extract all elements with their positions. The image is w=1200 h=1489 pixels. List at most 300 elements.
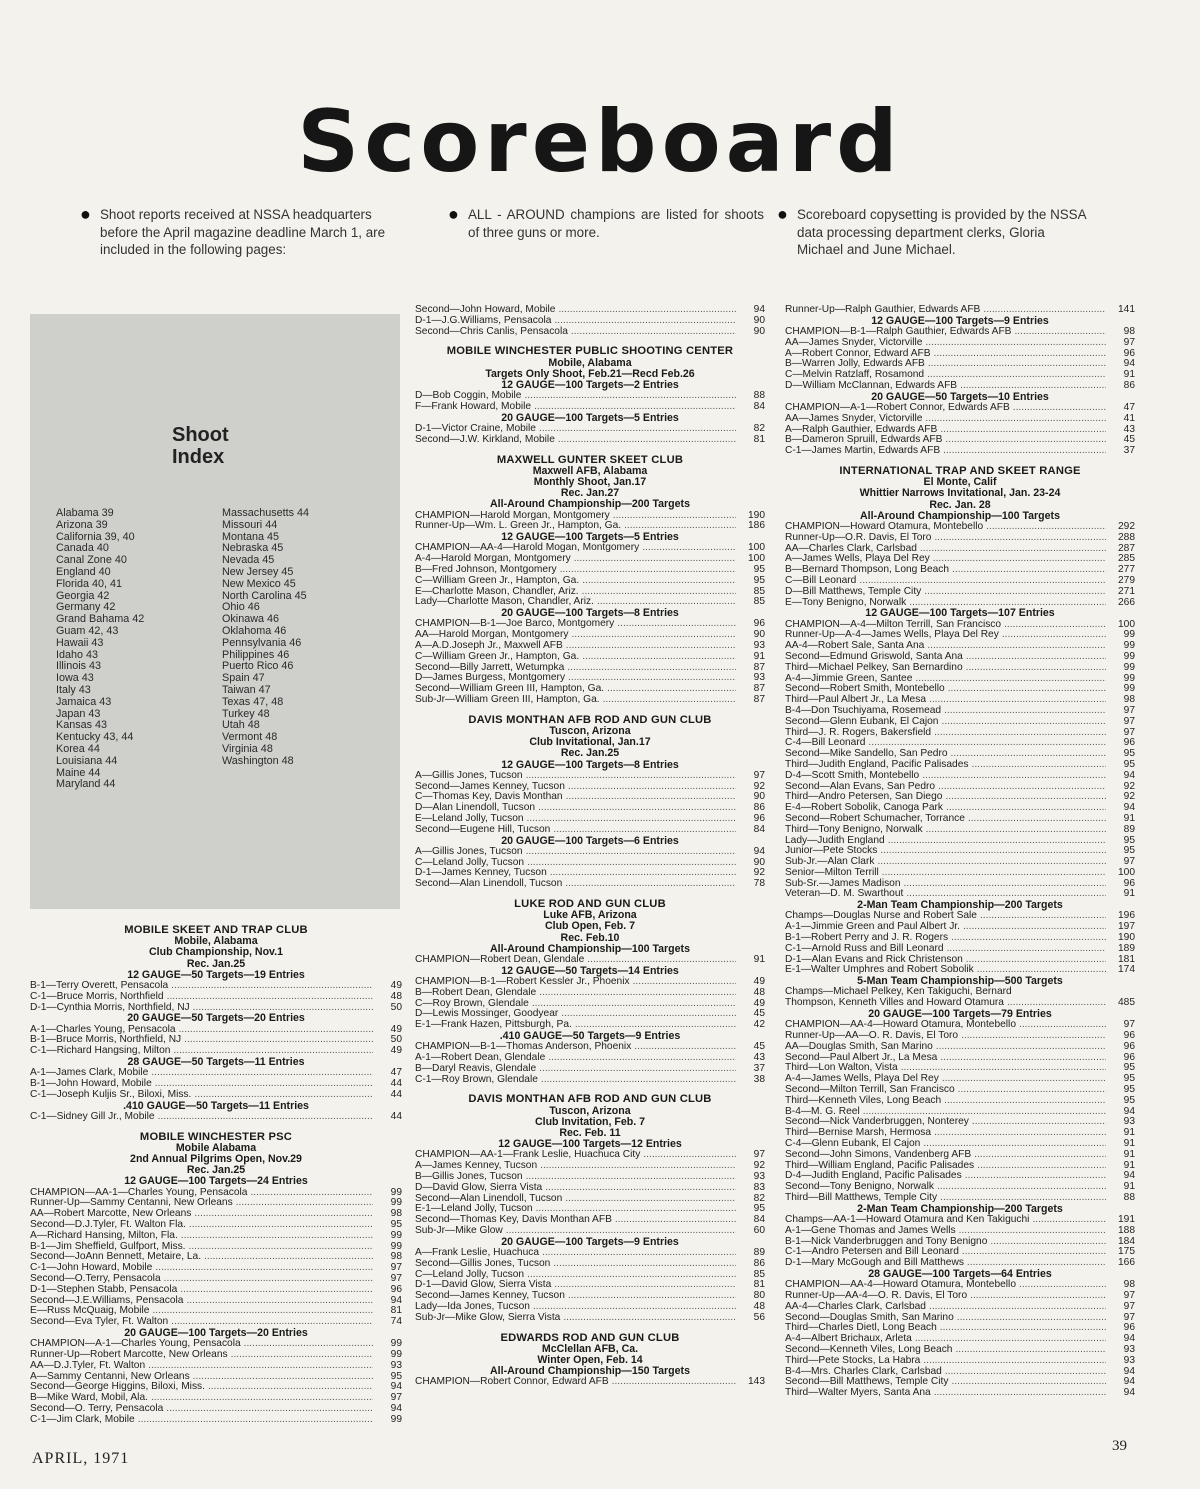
leader-dots bbox=[561, 1009, 736, 1020]
shooter-name: B—Bernard Thompson, Long Beach bbox=[785, 564, 950, 576]
event-header: 20 GAUGE—100 Targets—9 Entries bbox=[501, 1235, 679, 1248]
shooter-name: Third—Andro Petersen, San Diego bbox=[785, 791, 943, 803]
leader-dots bbox=[568, 782, 736, 793]
shooter-name: Champs—Douglas Nurse and Robert Sale bbox=[785, 910, 977, 922]
leader-dots bbox=[643, 1150, 736, 1161]
club-name: MOBILE WINCHESTER PSC bbox=[139, 1130, 293, 1143]
shooter-name: A-1—Gene Thomas and James Wells bbox=[785, 1224, 956, 1236]
score: 48 bbox=[753, 1300, 765, 1312]
score: 94 bbox=[1123, 1170, 1135, 1182]
result-row bbox=[785, 587, 1135, 598]
results-column-3 bbox=[785, 305, 1135, 1408]
result-row bbox=[415, 825, 765, 836]
result-row bbox=[785, 717, 1135, 728]
score: 49 bbox=[390, 1023, 402, 1035]
score: 99 bbox=[390, 1240, 402, 1252]
leader-dots bbox=[204, 1252, 373, 1263]
leader-dots bbox=[920, 544, 1106, 555]
shooter-name: E-1—Leland Jolly, Tucson bbox=[415, 1203, 533, 1215]
shooter-name: Third—Bernise Marsh, Hermosa bbox=[785, 1127, 932, 1139]
leader-dots bbox=[925, 414, 1106, 425]
leader-dots bbox=[966, 663, 1106, 674]
leader-dots bbox=[929, 695, 1106, 706]
bullet-icon: ● bbox=[80, 204, 91, 224]
result-row bbox=[415, 1377, 765, 1388]
leader-dots bbox=[164, 1274, 373, 1285]
results-section bbox=[415, 305, 765, 337]
result-row bbox=[30, 1112, 402, 1123]
score: 97 bbox=[1123, 715, 1135, 727]
shooter-name: CHAMPION—B-1—Joe Barco, Montgomery bbox=[415, 618, 615, 630]
score: 91 bbox=[753, 953, 765, 965]
shooter-name: Third—Michael Pelkey, San Bernardino bbox=[785, 661, 963, 673]
shooter-name: Second—Nick Vanderbruggen, Nonterey bbox=[785, 1116, 969, 1128]
leader-dots bbox=[186, 1296, 373, 1307]
score: 89 bbox=[753, 1246, 765, 1258]
results-section bbox=[415, 346, 765, 445]
index-entry: Spain 47 bbox=[222, 672, 265, 685]
leader-dots bbox=[633, 977, 736, 988]
score: 92 bbox=[1123, 791, 1135, 803]
results-section bbox=[785, 466, 1135, 1399]
shooter-name: B—Robert Dean, Glendale bbox=[415, 986, 537, 998]
shooter-name: B—Warren Jolly, Edwards AFB bbox=[785, 358, 925, 370]
leader-dots bbox=[539, 1064, 736, 1075]
event-header: 20 GAUGE—100 Targets—8 Entries bbox=[501, 607, 679, 620]
leader-dots bbox=[231, 1350, 373, 1361]
leader-dots bbox=[194, 1090, 373, 1101]
score: 189 bbox=[1118, 942, 1135, 954]
section-header: McClellan AFB, Ca. bbox=[541, 1342, 639, 1355]
shooter-name: Second—Bill Matthews, Temple City bbox=[785, 1376, 949, 1388]
score: 37 bbox=[1123, 445, 1135, 457]
score: 96 bbox=[1123, 877, 1135, 889]
score: 98 bbox=[390, 1208, 402, 1220]
leader-dots bbox=[560, 565, 736, 576]
score: 90 bbox=[753, 629, 765, 641]
leader-dots bbox=[948, 684, 1106, 695]
shooter-name: Second—JoAnn Bennett, Metaire, La. bbox=[30, 1251, 202, 1263]
leader-dots bbox=[1019, 1020, 1106, 1031]
shooter-name: Third—J. R. Rogers, Bakersfield bbox=[785, 726, 932, 738]
shooter-name: Second—Eugene Hill, Tucson bbox=[415, 823, 551, 835]
shooter-name: Third—Lon Walton, Vista bbox=[785, 1062, 898, 1074]
score: 95 bbox=[753, 564, 765, 575]
leader-dots bbox=[904, 879, 1106, 890]
index-entry: Missouri 44 bbox=[222, 518, 278, 531]
score: 91 bbox=[1123, 888, 1135, 900]
section-header: Rec. Jan. 28 bbox=[929, 498, 991, 511]
result-row bbox=[30, 1285, 402, 1296]
leader-dots bbox=[1014, 327, 1106, 338]
leader-dots bbox=[574, 554, 736, 565]
score: 143 bbox=[748, 1376, 765, 1388]
shooter-name: D-4—Judith England, Pacific Palisades bbox=[785, 1170, 962, 1182]
leader-dots bbox=[524, 391, 736, 402]
score: 92 bbox=[753, 780, 765, 792]
index-entry: California 39, 40 bbox=[56, 530, 135, 543]
shooter-name: Second—J.W. Kirkland, Mobile bbox=[415, 433, 555, 445]
shooter-name: Champs—Michael Pelkey, Ken Takiguchi, Bernard bbox=[785, 986, 1012, 998]
score: 196 bbox=[1118, 910, 1135, 922]
result-row bbox=[785, 446, 1135, 457]
section-header: 12 GAUGE—100 Targets—24 Entries bbox=[124, 1175, 308, 1188]
score: 95 bbox=[1123, 1073, 1135, 1085]
shooter-name: A-4—James Wells, Playa Del Rey bbox=[785, 1073, 939, 1085]
club-name: LUKE ROD AND GUN CLUB bbox=[514, 897, 666, 910]
score: 78 bbox=[753, 878, 765, 890]
score: 86 bbox=[753, 802, 765, 814]
score: 271 bbox=[1118, 585, 1135, 597]
shooter-name: E—Russ McQuaig, Mobile bbox=[30, 1305, 150, 1317]
shooter-name: D—Lewis Mossinger, Goodyear bbox=[415, 1008, 559, 1020]
shooter-name: A-1—Robert Dean, Glendale bbox=[415, 1051, 546, 1063]
leader-dots bbox=[582, 652, 736, 663]
index-entry: Utah 48 bbox=[222, 719, 260, 732]
leader-dots bbox=[526, 1172, 736, 1183]
result-row bbox=[415, 879, 765, 890]
results-section bbox=[415, 715, 765, 890]
shooter-name: C-1—Bruce Morris, Northfield bbox=[30, 990, 164, 1002]
score: 82 bbox=[753, 423, 765, 434]
event-header: 20 GAUGE—100 Targets—6 Entries bbox=[501, 834, 679, 847]
leader-dots bbox=[184, 1035, 373, 1046]
event-header: 20 GAUGE—100 Targets—79 Entries bbox=[868, 1008, 1052, 1021]
score: 97 bbox=[1123, 704, 1135, 716]
leader-dots bbox=[541, 1075, 736, 1086]
score: 87 bbox=[753, 661, 765, 673]
score: 279 bbox=[1118, 574, 1135, 586]
section-header: All-Around Championship—100 Targets bbox=[490, 942, 690, 955]
shooter-name: Second—James Kenney, Tucson bbox=[415, 780, 565, 792]
result-row bbox=[30, 1415, 402, 1426]
score: 184 bbox=[1118, 1235, 1135, 1247]
leader-dots bbox=[565, 1194, 736, 1205]
leader-dots bbox=[958, 1085, 1106, 1096]
result-row bbox=[785, 1226, 1135, 1237]
shooter-name: Lady—Ida Jones, Tucson bbox=[415, 1300, 530, 1312]
leader-dots bbox=[527, 814, 736, 825]
score: 190 bbox=[1118, 932, 1135, 944]
leader-dots bbox=[940, 1323, 1106, 1334]
shoot-index-list-right bbox=[222, 508, 309, 768]
score: 92 bbox=[1123, 780, 1135, 792]
section-header: Rec. Jan.25 bbox=[186, 1164, 246, 1177]
club-name: EDWARDS ROD AND GUN CLUB bbox=[500, 1331, 680, 1344]
shooter-name: Second—William Green III, Hampton, Ga. bbox=[415, 683, 605, 695]
shooter-name: C—Leland Jolly, Tucson bbox=[415, 856, 525, 868]
score: 86 bbox=[1123, 379, 1135, 391]
leader-dots bbox=[250, 1188, 373, 1199]
leader-dots bbox=[972, 1117, 1106, 1128]
score: 97 bbox=[1123, 1290, 1135, 1301]
leader-dots bbox=[934, 349, 1106, 360]
leader-dots bbox=[189, 1242, 373, 1253]
page-title: Scoreboard bbox=[297, 92, 903, 192]
shooter-name: C-1—Joseph Kuljis Sr., Biloxi, Miss. bbox=[30, 1088, 192, 1100]
score: 96 bbox=[1123, 1322, 1135, 1334]
shooter-name: D-1—David Glow, Sierra Vista bbox=[415, 1279, 552, 1291]
shooter-name: AA—James Snyder, Victorville bbox=[785, 412, 923, 424]
shooter-name: Third—Charles Dietl, Long Beach bbox=[785, 1322, 937, 1334]
index-entry: New Mexico 45 bbox=[222, 577, 296, 590]
section-header: 2nd Annual Pilgrims Open, Nov.29 bbox=[130, 1153, 302, 1165]
shoot-index-title: Shoot Index bbox=[172, 424, 229, 468]
shooter-name: Runner-Up—Robert Marcotte, New Orleans bbox=[30, 1348, 228, 1360]
shooter-name: CHAMPION—B-1—Ralph Gauthier, Edwards AFB bbox=[785, 326, 1012, 337]
score: 94 bbox=[1123, 1376, 1135, 1388]
score: 96 bbox=[1123, 737, 1135, 749]
shooter-name: Second—Chris Canlis, Pensacola bbox=[415, 325, 568, 337]
shooter-name: Second—George Higgins, Biloxi, Miss. bbox=[30, 1381, 205, 1393]
score: 91 bbox=[1123, 1148, 1135, 1160]
section-header: Luke AFB, Arizona bbox=[543, 909, 637, 922]
shooter-name: C—Roy Brown, Glendale bbox=[415, 997, 529, 1009]
event-header: 20 GAUGE—50 Targets—10 Entries bbox=[871, 390, 1049, 403]
score: 91 bbox=[1123, 1127, 1135, 1139]
score: 85 bbox=[753, 585, 765, 597]
score: 81 bbox=[390, 1305, 402, 1317]
score: 49 bbox=[753, 975, 765, 987]
score: 186 bbox=[748, 520, 765, 532]
shooter-name: CHAMPION—B-1—Robert Kessler Jr., Phoenix bbox=[415, 975, 630, 987]
leader-dots bbox=[966, 955, 1106, 966]
result-row bbox=[415, 695, 765, 706]
score: 81 bbox=[753, 1279, 765, 1291]
leader-dots bbox=[151, 1068, 373, 1079]
score: 44 bbox=[390, 1078, 402, 1089]
score: 50 bbox=[390, 1001, 402, 1013]
section-header: 12 GAUGE—100 Targets—8 Entries bbox=[501, 758, 679, 771]
section-header: El Monte, Calif bbox=[923, 476, 997, 489]
leader-dots bbox=[940, 1053, 1106, 1064]
shooter-name: C—William Green Jr., Hampton, Ga. bbox=[415, 574, 580, 586]
leader-dots bbox=[941, 717, 1106, 728]
shooter-name: C—Bill Leonard bbox=[785, 574, 857, 586]
leader-dots bbox=[545, 1183, 736, 1194]
score: 84 bbox=[753, 401, 765, 412]
shooter-name: B-4—M. G. Reel bbox=[785, 1105, 860, 1117]
score: 38 bbox=[753, 1073, 765, 1085]
shooter-name: A—James Wells, Playa Del Rey bbox=[785, 553, 930, 565]
score: 74 bbox=[390, 1316, 402, 1328]
leader-dots bbox=[539, 424, 736, 435]
shooter-name: CHAMPION—A-1—Charles Young, Pensacola bbox=[30, 1338, 241, 1350]
results-section bbox=[785, 305, 1135, 457]
section-header: Rec. Jan.27 bbox=[560, 487, 620, 500]
leader-dots bbox=[990, 1237, 1106, 1248]
leader-dots bbox=[970, 1291, 1106, 1302]
shooter-name: C—Thomas Key, Davis Monthan bbox=[415, 791, 563, 803]
score: 97 bbox=[390, 1262, 402, 1274]
leader-dots bbox=[946, 803, 1106, 814]
leader-dots bbox=[615, 1215, 736, 1226]
score: 83 bbox=[753, 1181, 765, 1193]
leader-dots bbox=[1004, 620, 1106, 631]
score: 45 bbox=[753, 1041, 765, 1053]
score: 93 bbox=[1123, 1116, 1135, 1128]
shooter-name: Third—Paul Albert Jr., La Mesa bbox=[785, 694, 926, 706]
intro-note-all-around: ● ALL - AROUND champions are listed for shoots of three guns or more. bbox=[448, 204, 764, 240]
shooter-name: Third—Pete Stocks, La Habra bbox=[785, 1354, 921, 1366]
shooter-name: A-4—Jimmie Green, Santee bbox=[785, 672, 913, 684]
score: 99 bbox=[390, 1197, 402, 1209]
score: 99 bbox=[1123, 672, 1135, 684]
shooter-name: AA—James Snyder, Victorville bbox=[785, 336, 923, 348]
leader-dots bbox=[959, 1226, 1106, 1237]
score: 47 bbox=[390, 1067, 402, 1079]
leader-dots bbox=[934, 1128, 1106, 1139]
score: 266 bbox=[1118, 596, 1135, 608]
shooter-name: D-1—Cynthia Morris, Northfield, NJ bbox=[30, 1001, 190, 1013]
shooter-name: D-4—Scott Smith, Montebello bbox=[785, 769, 920, 781]
leader-dots bbox=[526, 771, 736, 782]
shoot-index-list-left bbox=[56, 508, 144, 791]
index-entry: Maryland 44 bbox=[56, 778, 116, 791]
score: 93 bbox=[753, 1170, 765, 1182]
leader-dots bbox=[951, 1377, 1106, 1388]
result-row bbox=[785, 825, 1135, 836]
shooter-name: CHAMPION—AA-4—Howard Otamura, Montebello bbox=[785, 1019, 1016, 1031]
score: 91 bbox=[1123, 812, 1135, 824]
index-entry: Arizona 39 bbox=[56, 518, 108, 531]
section-header: Mobile Alabama bbox=[175, 1141, 257, 1154]
result-row bbox=[785, 1388, 1135, 1399]
score: 98 bbox=[1123, 326, 1135, 337]
event-header: 5-Man Team Championship—500 Targets bbox=[857, 975, 1063, 988]
shooter-name: A-1—James Clark, Mobile bbox=[30, 1067, 149, 1079]
score: 85 bbox=[753, 1268, 765, 1280]
index-entry: Alabama 39 bbox=[56, 507, 114, 519]
index-entry: England 40 bbox=[56, 565, 111, 578]
shooter-name: Second—Edmund Griswold, Santa Ana bbox=[785, 650, 963, 662]
score: 49 bbox=[753, 997, 765, 1009]
leader-dots bbox=[612, 1377, 736, 1388]
leader-dots bbox=[945, 792, 1106, 803]
section-header: Mobile, Alabama bbox=[174, 935, 258, 948]
score: 94 bbox=[1123, 769, 1135, 781]
leader-dots bbox=[603, 695, 736, 706]
shooter-name: CHAMPION—B-1—Thomas Anderson, Phoenix bbox=[415, 1041, 632, 1053]
score: 99 bbox=[1123, 640, 1135, 652]
leader-dots bbox=[180, 1285, 373, 1296]
leader-dots bbox=[554, 1280, 736, 1291]
score: 87 bbox=[753, 683, 765, 695]
leader-dots bbox=[558, 305, 736, 316]
leader-dots bbox=[880, 846, 1106, 857]
index-entry: Japan 43 bbox=[56, 707, 101, 720]
score: 95 bbox=[1123, 834, 1135, 846]
shooter-name: A-4—Albert Brichaux, Arleta bbox=[785, 1333, 912, 1345]
shooter-name: B—Daryl Reavis, Glendale bbox=[415, 1062, 537, 1074]
leader-dots bbox=[582, 576, 736, 587]
score: 94 bbox=[1123, 1105, 1135, 1117]
leader-dots bbox=[936, 1042, 1106, 1053]
shooter-name: E—Tony Benigno, Norwalk bbox=[785, 596, 907, 608]
leader-dots bbox=[568, 1291, 736, 1302]
score: 97 bbox=[1123, 1300, 1135, 1312]
shooter-name: Second—Thomas Key, Davis Monthan AFB bbox=[415, 1214, 612, 1226]
index-entry: Kentucky 43, 44 bbox=[56, 731, 134, 744]
score: 100 bbox=[748, 542, 765, 554]
leader-dots bbox=[566, 641, 736, 652]
score: 94 bbox=[1123, 1387, 1135, 1399]
result-row bbox=[415, 435, 765, 446]
shooter-name: AA—Harold Morgan, Montgomery bbox=[415, 629, 569, 641]
index-entry: Italy 43 bbox=[56, 683, 91, 696]
shooter-name: CHAMPION—AA-4—Howard Otamura, Montebello bbox=[785, 1279, 1016, 1291]
leader-dots bbox=[944, 1096, 1106, 1107]
shooter-name: CHAMPION—AA-1—Charles Young, Pensacola bbox=[30, 1186, 248, 1198]
shooter-name: Senior—Milton Terrill bbox=[785, 866, 879, 878]
score: 99 bbox=[390, 1229, 402, 1241]
shooter-name: Third—Walter Myers, Santa Ana bbox=[785, 1387, 931, 1399]
leader-dots bbox=[533, 1302, 736, 1313]
result-row bbox=[415, 771, 765, 782]
result-row bbox=[785, 338, 1135, 349]
score: 93 bbox=[753, 672, 765, 684]
shooter-name: Second—John Simons, Vandenberg AFB bbox=[785, 1148, 972, 1160]
shooter-name: AA—Charles Clark, Carlsbad bbox=[785, 542, 917, 554]
index-entry: Texas 47, 48 bbox=[222, 695, 284, 708]
club-name: MOBILE SKEET AND TRAP CLUB bbox=[124, 924, 308, 936]
result-row bbox=[785, 414, 1135, 425]
result-row bbox=[785, 1150, 1135, 1161]
leader-dots bbox=[607, 684, 736, 695]
event-header: 12 GAUGE—100 Targets—107 Entries bbox=[865, 607, 1055, 620]
score: 98 bbox=[1123, 1279, 1135, 1291]
leader-dots bbox=[571, 327, 736, 338]
shooter-name: CHAMPION—Harold Morgan, Montgomery bbox=[415, 509, 610, 521]
result-row bbox=[415, 576, 765, 587]
leader-dots bbox=[550, 868, 736, 879]
leader-dots bbox=[634, 1042, 736, 1053]
shooter-name: D-1—J.G.Williams, Pensacola bbox=[415, 314, 552, 326]
club-name: MOBILE WINCHESTER PUBLIC SHOOTING CENTER bbox=[446, 345, 734, 358]
leader-dots bbox=[980, 911, 1106, 922]
event-header: 28 GAUGE—100 Targets—64 Entries bbox=[868, 1268, 1052, 1280]
index-entry: Massachusetts 44 bbox=[222, 507, 310, 519]
leader-dots bbox=[947, 944, 1106, 955]
leader-dots bbox=[944, 706, 1106, 717]
shooter-name: D—James Burgess, Montgomery bbox=[415, 672, 566, 684]
score: 97 bbox=[1123, 856, 1135, 868]
shooter-name: C-1—Sidney Gill Jr., Mobile bbox=[30, 1110, 155, 1122]
shooter-name: B—Fred Johnson, Montgomery bbox=[415, 564, 557, 575]
index-entry: Turkey 48 bbox=[222, 707, 270, 720]
score: 97 bbox=[1123, 726, 1135, 738]
shooter-name: A—Robert Connor, Edward AFB bbox=[785, 347, 931, 359]
shooter-name: Sub-Jr—Mike Glow, Sierra Vista bbox=[415, 1311, 561, 1323]
score: 37 bbox=[753, 1062, 765, 1074]
leader-dots bbox=[148, 1361, 373, 1372]
leader-dots bbox=[155, 1263, 373, 1274]
score: 197 bbox=[1118, 921, 1135, 933]
score: 94 bbox=[1123, 1333, 1135, 1345]
leader-dots bbox=[539, 988, 736, 999]
leader-dots bbox=[167, 992, 373, 1003]
shooter-name: Runner-Up—O.R. Davis, El Toro bbox=[785, 531, 932, 543]
score: 288 bbox=[1118, 531, 1135, 543]
event-header: 2-Man Team Championship—200 Targets bbox=[857, 1202, 1063, 1215]
leader-dots bbox=[527, 1270, 736, 1281]
shooter-name: Third—William England, Pacific Palisades bbox=[785, 1159, 975, 1171]
shooter-name: C-1—James Martin, Edwards AFB bbox=[785, 445, 941, 457]
section-header: 12 GAUGE—100 Targets—2 Entries bbox=[501, 379, 679, 391]
shooter-name: Second—Kenneth Viles, Long Beach bbox=[785, 1343, 953, 1355]
shooter-name: CHAMPION—A-1—Robert Connor, Edwards AFB bbox=[785, 401, 1010, 413]
section-header: Rec. Feb. 11 bbox=[559, 1126, 621, 1139]
